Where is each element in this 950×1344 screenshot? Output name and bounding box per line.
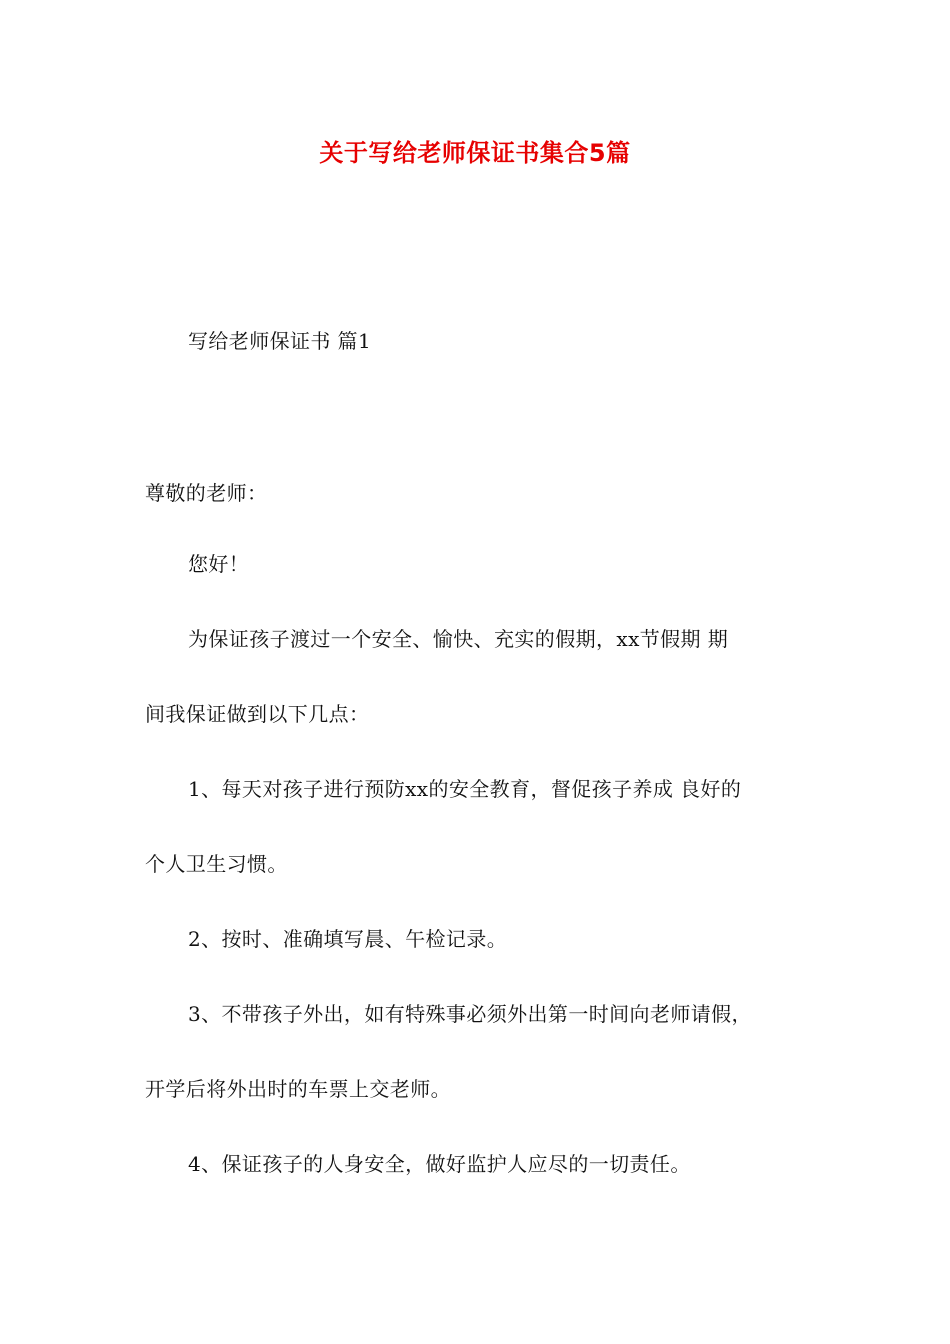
paragraph-line: 为保证孩子渡过一个安全、愉快、充实的假期，xx节假期 期 bbox=[188, 627, 729, 651]
paragraph-line: 1、每天对孩子进行预防xx的安全教育，督促孩子养成 良好的 bbox=[188, 777, 742, 801]
paragraph-line: 个人卫生习惯。 bbox=[145, 852, 288, 876]
paragraph-line: 开学后将外出时的车票上交老师。 bbox=[145, 1077, 451, 1101]
document-title: 关于写给老师保证书集合5篇 bbox=[319, 139, 631, 167]
paragraph-line: 间我保证做到以下几点： bbox=[145, 702, 370, 726]
paragraph-line: 2、按时、准确填写晨、午检记录。 bbox=[188, 927, 508, 951]
salutation: 尊敬的老师： bbox=[145, 481, 268, 505]
section-heading: 写给老师保证书 篇1 bbox=[188, 329, 372, 353]
paragraph-line: 3、不带孩子外出，如有特殊事必须外出第一时间向老师请假， bbox=[188, 1002, 752, 1026]
greeting: 您好！ bbox=[188, 552, 250, 576]
paragraph-line: 4、保证孩子的人身安全，做好监护人应尽的一切责任。 bbox=[188, 1152, 691, 1176]
